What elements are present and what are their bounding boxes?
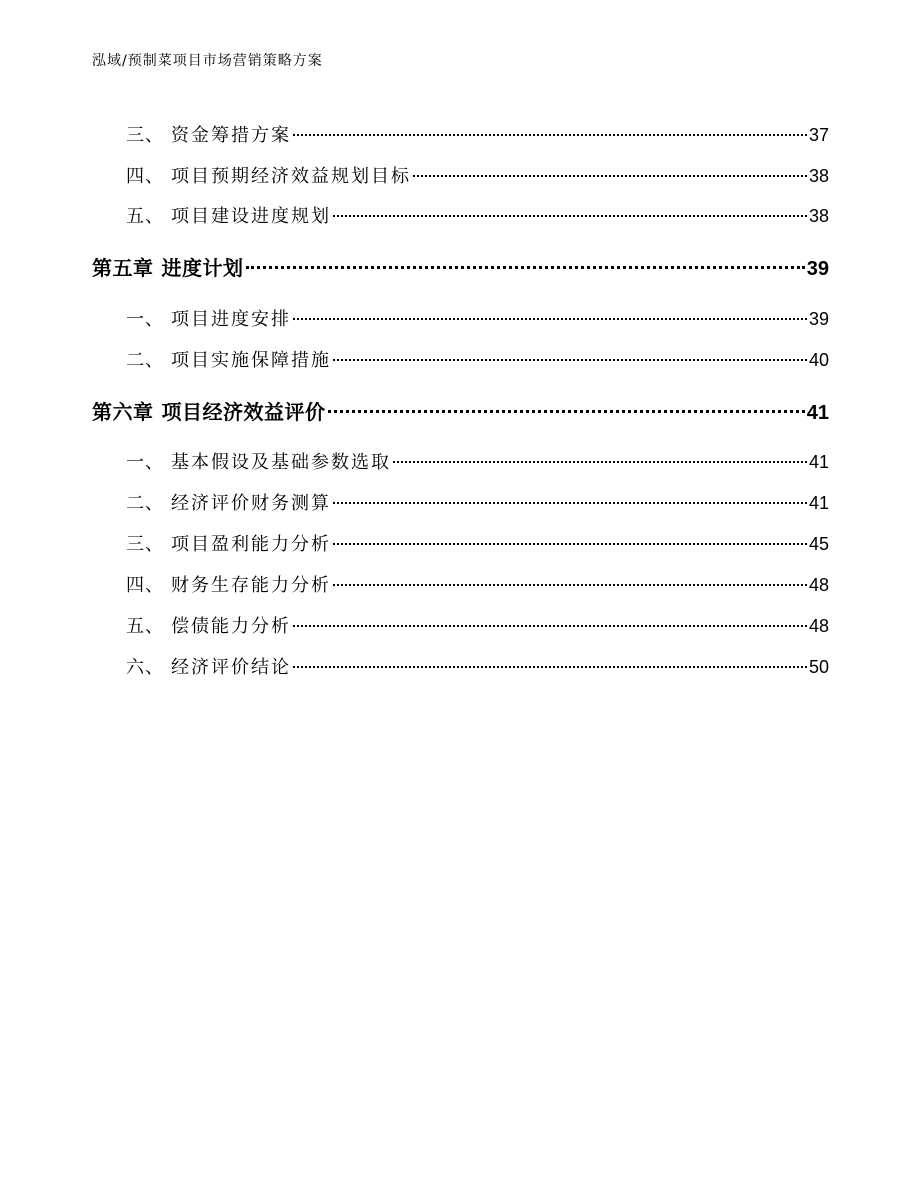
toc-dot-leader: [293, 318, 807, 320]
toc-chapter-page: 39: [806, 258, 829, 280]
toc-entry-section[interactable]: [126, 654, 829, 680]
toc-entry-section[interactable]: [126, 613, 829, 639]
toc-dot-leader: [293, 134, 807, 136]
toc-dot-leader: [333, 359, 807, 361]
toc-dot-leader: [333, 543, 807, 545]
toc-entry-section[interactable]: [126, 531, 829, 557]
toc-entry-page: 41: [808, 452, 829, 472]
toc-chapter-number: 第六章: [92, 400, 154, 424]
toc-entry-title: 项目盈利能力分析: [171, 534, 331, 555]
toc-entry-number: 六、: [126, 657, 164, 678]
toc-entry-title: 项目进度安排: [171, 309, 291, 330]
toc-entry-page: 38: [808, 206, 829, 226]
toc-dot-leader: [293, 625, 807, 627]
toc-entry-title: 偿债能力分析: [171, 616, 291, 637]
toc-entry-page: 37: [808, 125, 829, 145]
toc-entry-number: 三、: [126, 125, 164, 146]
toc-entry-section[interactable]: [126, 490, 829, 516]
toc-entry-section[interactable]: [126, 347, 829, 373]
toc-entry-number: 四、: [126, 575, 164, 596]
toc-entry-title: 经济评价结论: [171, 657, 291, 678]
toc-entry-section[interactable]: [126, 572, 829, 598]
toc-entry-page: 40: [808, 350, 829, 370]
toc-entry-chapter[interactable]: [92, 398, 829, 426]
toc-entry-title: 财务生存能力分析: [171, 575, 331, 596]
toc-entry-page: 50: [808, 657, 829, 677]
toc-entry-title: 基本假设及基础参数选取: [171, 452, 391, 473]
toc-entry-title: 资金筹措方案: [171, 125, 291, 146]
toc-entry-section[interactable]: [126, 203, 829, 229]
toc-chapter-number: 第五章: [92, 256, 154, 280]
toc-entry-number: 一、: [126, 309, 164, 330]
toc-dot-leader: [328, 410, 805, 413]
toc-entry-title: 项目实施保障措施: [171, 350, 331, 371]
toc-entry-number: 二、: [126, 493, 164, 514]
toc-entry-section[interactable]: [126, 306, 829, 332]
toc-entry-number: 一、: [126, 452, 164, 473]
toc-entry-section[interactable]: [126, 122, 829, 148]
toc-entry-number: 三、: [126, 534, 164, 555]
toc-dot-leader: [393, 461, 807, 463]
page-header: 泓域/预制菜项目市场营销策略方案: [92, 53, 323, 69]
toc-entry-page: 39: [808, 309, 829, 329]
toc-dot-leader: [246, 266, 805, 269]
toc-dot-leader: [333, 215, 807, 217]
toc-dot-leader: [413, 175, 807, 177]
toc-chapter-title: 进度计划: [161, 256, 244, 280]
toc-entry-title: 项目建设进度规划: [171, 206, 331, 227]
toc-entry-title: 经济评价财务测算: [171, 493, 331, 514]
toc-entry-section[interactable]: [126, 449, 829, 475]
toc-dot-leader: [333, 584, 807, 586]
toc-entry-page: 45: [808, 534, 829, 554]
toc-entry-page: 38: [808, 166, 829, 186]
toc-entry-section[interactable]: [126, 163, 829, 189]
toc-entry-page: 48: [808, 616, 829, 636]
toc-entry-page: 48: [808, 575, 829, 595]
toc-entry-page: 41: [808, 493, 829, 513]
toc-entry-title: 项目预期经济效益规划目标: [171, 166, 411, 187]
toc-entry-number: 五、: [126, 206, 164, 227]
toc-dot-leader: [333, 502, 807, 504]
toc-entry-number: 四、: [126, 166, 164, 187]
toc-entry-chapter[interactable]: [92, 254, 829, 282]
toc-entry-number: 二、: [126, 350, 164, 371]
toc-entry-number: 五、: [126, 616, 164, 637]
toc-chapter-page: 41: [806, 402, 829, 424]
toc-dot-leader: [293, 666, 807, 668]
toc-chapter-title: 项目经济效益评价: [161, 400, 326, 424]
